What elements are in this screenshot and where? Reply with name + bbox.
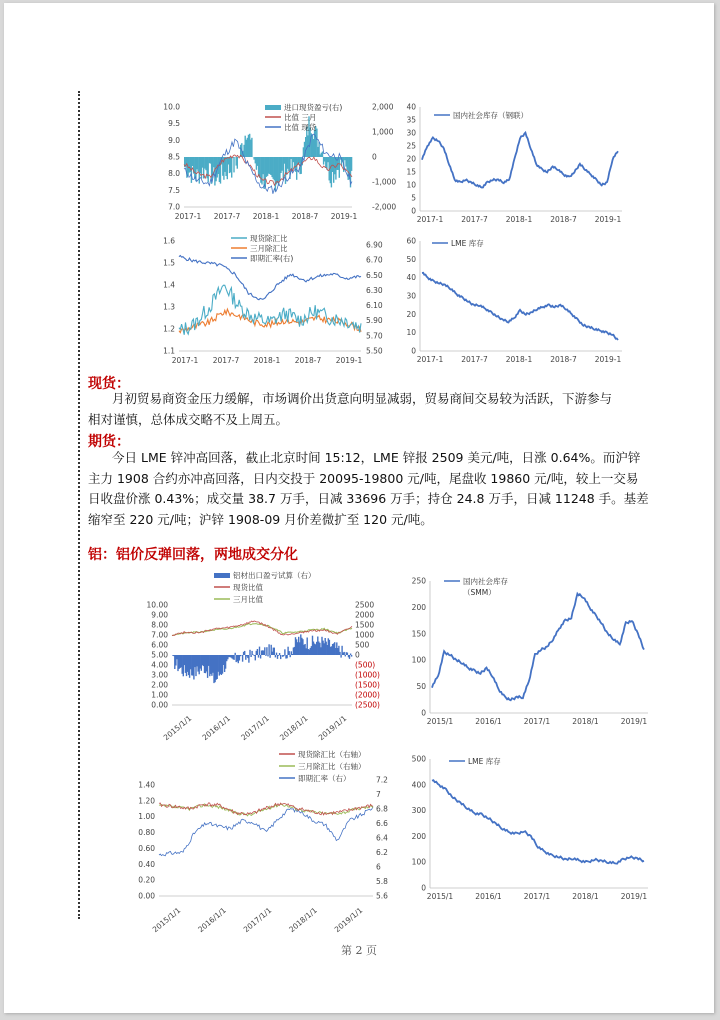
c6-ytick-4: 50 bbox=[416, 682, 426, 692]
c3-xtick-2: 2018-1 bbox=[253, 356, 281, 365]
c5-ytick-right-neg-0: (500) bbox=[355, 660, 376, 670]
c5-xtick-0: 2015/1/1 bbox=[161, 713, 194, 743]
c5-bar-76 bbox=[253, 655, 254, 656]
c5-bar-158 bbox=[339, 652, 340, 655]
c5-bar-163 bbox=[345, 655, 346, 656]
c5-bar-102 bbox=[280, 655, 281, 659]
c1-bar-97 bbox=[293, 157, 294, 162]
c1-ytick-right-0: 2,000 bbox=[372, 102, 394, 112]
c5-ytick-left-4: 6.00 bbox=[151, 640, 168, 650]
c5-bar-78 bbox=[255, 655, 256, 660]
c5-bar-83 bbox=[260, 655, 261, 659]
c1-ytick-left-4: 8.0 bbox=[168, 169, 180, 179]
c1-ytick-right-1: 1,000 bbox=[372, 127, 394, 137]
c5-legend-2-label: 三月比值 bbox=[233, 595, 263, 604]
c5-ytick-right-3: 1000 bbox=[355, 630, 375, 640]
c4-ytick-4: 20 bbox=[406, 309, 416, 319]
c7-xtick-1: 2016/1/1 bbox=[196, 905, 228, 935]
c5-bar-89 bbox=[266, 647, 267, 655]
margin-dotted-line bbox=[78, 91, 80, 919]
c5-bar-92 bbox=[269, 655, 270, 658]
c6-xtick-1: 2016/1 bbox=[475, 717, 502, 726]
c2-ytick-8: 0 bbox=[411, 206, 416, 216]
c7-xtick-3: 2018/1/1 bbox=[287, 905, 319, 935]
c1-bar-57 bbox=[248, 135, 249, 157]
c5-bar-72 bbox=[248, 655, 249, 663]
c3-ytick-right-4: 6.10 bbox=[366, 301, 383, 311]
chart-zinc-import-margin bbox=[149, 95, 397, 225]
c6-legend-0-label: 国内社会库存 bbox=[463, 577, 508, 586]
c3-ytick-left-3: 1.3 bbox=[163, 302, 175, 312]
c4-xtick-3: 2018-7 bbox=[550, 355, 577, 364]
c1-bar-62 bbox=[253, 157, 254, 160]
c5-bar-101 bbox=[279, 653, 280, 655]
c5-ytick-left-1: 9.00 bbox=[151, 610, 168, 620]
c8-xtick-4: 2019/1 bbox=[620, 892, 648, 901]
c1-bar-149 bbox=[351, 157, 352, 171]
c1-bar-138 bbox=[339, 157, 340, 178]
c4-ytick-6: 0 bbox=[411, 346, 416, 356]
c5-bar-82 bbox=[259, 647, 260, 655]
c2-legend-0-label: 国内社会库存（钢联） bbox=[453, 111, 528, 120]
c8-ytick-5: 0 bbox=[421, 883, 426, 893]
c1-xtick-0: 2017-1 bbox=[174, 212, 202, 221]
c1-xtick-1: 2017-7 bbox=[213, 212, 241, 221]
c7-series-3m bbox=[159, 804, 373, 816]
c4-series-line bbox=[422, 273, 618, 340]
c8-ytick-2: 300 bbox=[411, 806, 426, 816]
c5-bar-75 bbox=[251, 651, 252, 655]
c3-xtick-0: 2017-1 bbox=[171, 356, 199, 365]
c8-legend-0-label: LME 库存 bbox=[468, 757, 501, 766]
document-page bbox=[4, 3, 714, 1013]
c1-bar-44 bbox=[233, 157, 234, 172]
c2-xtick-1: 2017-7 bbox=[461, 215, 488, 224]
c1-xtick-3: 2018-7 bbox=[291, 212, 319, 221]
c1-bar-123 bbox=[322, 152, 323, 158]
c5-bar-74 bbox=[250, 655, 251, 657]
c3-xtick-1: 2017-7 bbox=[212, 356, 240, 365]
c3-xtick-4: 2019-1 bbox=[335, 356, 363, 365]
c4-xtick-2: 2018-1 bbox=[505, 355, 533, 364]
c5-ytick-left-8: 2.00 bbox=[151, 680, 168, 690]
c7-ytick-left-6: 0.20 bbox=[138, 875, 155, 885]
c7-ytick-right-1: 7 bbox=[376, 790, 381, 799]
c8-xtick-3: 2018/1 bbox=[572, 892, 599, 901]
c5-bar-98 bbox=[276, 653, 277, 655]
c5-legend-0-swatch bbox=[214, 573, 230, 578]
c7-ytick-right-5: 6.2 bbox=[376, 848, 388, 857]
c1-bar-47 bbox=[237, 157, 238, 169]
c5-ytick-right-4: 500 bbox=[355, 640, 370, 650]
c1-legend-1-label: 比值 三月 bbox=[284, 113, 317, 122]
c1-legend-0-label: 进口现货盈亏(右) bbox=[284, 103, 343, 112]
c1-bar-12 bbox=[197, 157, 198, 171]
c8-ytick-0: 500 bbox=[411, 754, 426, 764]
c7-ytick-left-5: 0.40 bbox=[138, 859, 155, 869]
c5-ytick-right-neg-3: (2000) bbox=[355, 690, 380, 700]
chart-alu-fx-ratio bbox=[129, 745, 391, 935]
c1-bar-77 bbox=[270, 157, 271, 175]
c3-ytick-right-6: 5.70 bbox=[366, 331, 383, 341]
c3-ytick-right-0: 6.90 bbox=[366, 240, 383, 250]
c7-ytick-left-3: 0.80 bbox=[138, 828, 155, 838]
c6-ytick-2: 150 bbox=[411, 629, 426, 639]
c1-bar-72 bbox=[265, 157, 266, 187]
chart-alu-domestic-stock bbox=[394, 565, 654, 737]
chart-alu-lme-stock bbox=[394, 745, 654, 909]
c5-bar-87 bbox=[264, 647, 265, 655]
c5-bar-58 bbox=[233, 655, 234, 660]
c6-ytick-3: 100 bbox=[411, 655, 426, 665]
c7-ytick-right-2: 6.8 bbox=[376, 804, 388, 814]
spot-line-2: 相对谨慎，总体成交略不及上周五。 bbox=[88, 411, 289, 427]
c5-bar-80 bbox=[257, 649, 258, 655]
c7-legend-0-label: 现货除汇比（右轴） bbox=[298, 750, 366, 759]
c7-ytick-left-4: 0.60 bbox=[138, 843, 155, 853]
c6-ytick-5: 0 bbox=[421, 708, 426, 718]
c6-series-line bbox=[432, 594, 644, 701]
c2-xtick-0: 2017-1 bbox=[416, 215, 444, 224]
c5-ytick-left-0: 10.00 bbox=[146, 600, 168, 610]
c5-bar-110 bbox=[289, 651, 290, 655]
c7-ytick-right-3: 6.6 bbox=[376, 819, 388, 828]
c8-xtick-0: 2015/1 bbox=[426, 892, 454, 901]
aluminum-title: 铝：铝价反弹回落，两地成交分化 bbox=[88, 547, 298, 563]
futures-line-4: 缩窄至 220 元/吨；沪锌 1908-09 月价差微扩至 120 元/吨。 bbox=[88, 511, 433, 527]
c6-xtick-4: 2019/1 bbox=[620, 717, 648, 726]
c6-xtick-2: 2017/1 bbox=[523, 717, 551, 726]
c4-ytick-0: 60 bbox=[406, 236, 416, 246]
c3-ytick-left-1: 1.5 bbox=[163, 258, 175, 268]
c5-bar-100 bbox=[278, 655, 279, 656]
c5-ytick-right-neg-2: (1500) bbox=[355, 680, 380, 690]
c7-ytick-right-7: 5.8 bbox=[376, 877, 388, 886]
chart-zinc-lme-stock bbox=[396, 231, 628, 371]
chart-zinc-domestic-stock bbox=[396, 95, 628, 230]
c5-xtick-1: 2016/1/1 bbox=[200, 713, 233, 743]
c7-xtick-4: 2019/1/1 bbox=[332, 905, 365, 935]
c7-ytick-left-2: 1.00 bbox=[138, 812, 155, 822]
c2-ytick-4: 20 bbox=[406, 154, 416, 164]
futures-line-3: 日收盘价涨 0.43%；成交量 38.7 万手，日减 33696 万手；持仓 24.8 万手，日减 11248 手。基差 bbox=[88, 491, 649, 506]
c5-ytick-right-neg-4: (2500) bbox=[355, 700, 380, 710]
c3-legend-0-label: 现货除汇比 bbox=[250, 234, 288, 243]
c2-xtick-3: 2018-7 bbox=[550, 215, 577, 224]
c5-ytick-right-2: 1500 bbox=[355, 620, 375, 630]
c5-xtick-2: 2017/1/1 bbox=[239, 713, 271, 743]
c4-legend-0-label: LME 库存 bbox=[451, 239, 484, 248]
c5-legend-0-label: 铝材出口盈亏试算（右） bbox=[233, 571, 316, 580]
c4-ytick-1: 50 bbox=[406, 254, 416, 264]
futures-line-2: 主力 1908 合约亦冲高回落，日内交投于 20095-19800 元/吨，尾盘收 19860 元/吨，较上一交易 bbox=[88, 470, 639, 486]
c2-xtick-2: 2018-1 bbox=[505, 215, 533, 224]
c3-ytick-right-1: 6.70 bbox=[366, 255, 383, 265]
c5-ytick-left-5: 5.00 bbox=[151, 650, 168, 660]
chart-alu-export-margin bbox=[142, 565, 388, 743]
spot-title: 现货： bbox=[88, 376, 130, 392]
c5-xtick-4: 2019/1/1 bbox=[316, 713, 349, 743]
c5-bar-159 bbox=[340, 655, 341, 658]
c4-ytick-2: 40 bbox=[406, 273, 416, 283]
c5-bar-105 bbox=[283, 655, 284, 656]
c5-bar-96 bbox=[274, 648, 275, 655]
c1-bar-37 bbox=[225, 157, 226, 176]
c1-bar-92 bbox=[287, 157, 288, 169]
c4-xtick-4: 2019-1 bbox=[594, 355, 622, 364]
c5-xtick-3: 2018/1/1 bbox=[277, 713, 310, 743]
c7-ytick-right-4: 6.4 bbox=[376, 833, 388, 843]
c5-bar-111 bbox=[290, 655, 291, 657]
c2-ytick-5: 15 bbox=[406, 167, 416, 177]
c1-xtick-4: 2019-1 bbox=[330, 212, 358, 221]
c5-bar-91 bbox=[268, 644, 269, 655]
c3-legend-1-label: 三月除汇比 bbox=[250, 244, 288, 253]
c2-ytick-3: 25 bbox=[406, 141, 416, 151]
c5-bar-97 bbox=[275, 655, 276, 657]
c5-ytick-left-10: 0.00 bbox=[151, 700, 168, 710]
c2-ytick-2: 30 bbox=[406, 128, 416, 138]
c1-ytick-left-5: 7.5 bbox=[168, 185, 180, 195]
c3-ytick-left-0: 1.6 bbox=[163, 236, 175, 246]
c5-ytick-right-neg-1: (1000) bbox=[355, 670, 380, 680]
c5-legend-1-label: 现货比值 bbox=[233, 583, 263, 592]
c8-series-line bbox=[432, 780, 644, 864]
c2-ytick-0: 40 bbox=[406, 102, 416, 112]
c1-ytick-right-2: 0 bbox=[372, 152, 377, 162]
c3-ytick-right-5: 5.90 bbox=[366, 316, 383, 326]
c5-bar-167 bbox=[349, 655, 350, 659]
c1-ytick-right-3: -1,000 bbox=[372, 177, 397, 187]
c4-xtick-1: 2017-7 bbox=[461, 355, 488, 364]
c1-legend-0-swatch bbox=[265, 105, 281, 110]
c1-ytick-left-1: 9.5 bbox=[168, 119, 180, 129]
c7-ytick-left-1: 1.20 bbox=[138, 796, 155, 806]
c1-bar-7 bbox=[192, 157, 193, 166]
c1-ytick-left-2: 9.0 bbox=[168, 135, 180, 145]
c5-ytick-left-2: 8.00 bbox=[151, 620, 168, 630]
c5-bar-66 bbox=[242, 655, 243, 662]
c5-ytick-right-5: 0 bbox=[355, 650, 360, 660]
c3-legend-2-label: 即期汇率(右) bbox=[250, 254, 294, 263]
c8-xtick-1: 2016/1 bbox=[475, 892, 502, 901]
c5-bar-108 bbox=[286, 655, 287, 658]
c1-bar-82 bbox=[276, 157, 277, 184]
c7-ytick-right-6: 6 bbox=[376, 862, 381, 872]
chart-zinc-fx-ratio bbox=[149, 231, 394, 369]
c1-bar-122 bbox=[321, 153, 322, 157]
c3-ytick-right-7: 5.50 bbox=[366, 346, 383, 356]
c1-bar-42 bbox=[231, 157, 232, 178]
c8-ytick-1: 400 bbox=[411, 780, 426, 790]
c1-xtick-2: 2018-1 bbox=[252, 212, 280, 221]
c7-ytick-left-0: 1.40 bbox=[138, 780, 155, 790]
c1-ytick-left-3: 8.5 bbox=[168, 152, 180, 162]
c2-ytick-6: 10 bbox=[406, 180, 416, 190]
c3-ytick-left-5: 1.1 bbox=[163, 346, 175, 356]
c1-ytick-left-0: 10.0 bbox=[163, 102, 180, 112]
c7-xtick-2: 2017/1/1 bbox=[241, 905, 274, 935]
c1-bar-87 bbox=[281, 157, 282, 171]
c7-ytick-left-7: 0.00 bbox=[138, 891, 155, 901]
c5-bar-73 bbox=[249, 650, 250, 655]
c5-bar-168 bbox=[350, 654, 351, 656]
c5-ytick-left-3: 7.00 bbox=[151, 630, 168, 640]
c2-ytick-1: 35 bbox=[406, 115, 416, 125]
c5-ytick-left-6: 4.00 bbox=[151, 660, 168, 670]
spot-paragraph bbox=[88, 389, 690, 430]
c3-xtick-3: 2018-7 bbox=[294, 356, 322, 365]
c7-xtick-0: 2015/1/1 bbox=[150, 905, 183, 935]
c5-bar-59 bbox=[235, 653, 236, 655]
c5-bar-90 bbox=[267, 655, 268, 656]
futures-paragraph bbox=[88, 448, 690, 530]
c1-legend-2-label: 比值 现货 bbox=[284, 123, 317, 132]
c6-xtick-0: 2015/1 bbox=[426, 717, 454, 726]
c1-bar-22 bbox=[209, 157, 210, 163]
c5-bar-81 bbox=[258, 655, 259, 658]
c6-ytick-1: 200 bbox=[411, 602, 426, 612]
c1-ytick-left-6: 7.0 bbox=[168, 202, 180, 212]
c2-xtick-4: 2019-1 bbox=[594, 215, 622, 224]
c4-ytick-3: 30 bbox=[406, 291, 416, 301]
futures-title: 期货： bbox=[88, 434, 130, 450]
c3-ytick-right-3: 6.30 bbox=[366, 285, 383, 295]
c5-ytick-right-0: 2500 bbox=[355, 600, 375, 610]
c8-xtick-2: 2017/1 bbox=[523, 892, 551, 901]
c5-ytick-right-1: 2000 bbox=[355, 610, 375, 620]
c1-bar-132 bbox=[332, 157, 333, 172]
c3-ytick-left-4: 1.2 bbox=[163, 324, 175, 334]
c5-bar-165 bbox=[347, 653, 348, 656]
c5-bar-106 bbox=[284, 649, 285, 655]
c3-ytick-right-2: 6.50 bbox=[366, 270, 383, 280]
c8-ytick-3: 200 bbox=[411, 831, 426, 841]
c5-bar-88 bbox=[265, 655, 266, 656]
c6-legend-1: （SMM） bbox=[463, 588, 496, 597]
spot-line-1: 月初贸易商资金压力缓解，市场调价出货意向明显减弱，贸易商间交易较为活跃，下游参与 bbox=[112, 391, 613, 406]
c2-ytick-7: 5 bbox=[411, 193, 416, 203]
c8-ytick-4: 100 bbox=[411, 857, 426, 867]
c1-bar-60 bbox=[251, 138, 252, 157]
page-number: 第 2 页 bbox=[341, 944, 377, 957]
c5-bar-169 bbox=[351, 655, 352, 657]
c5-bar-162 bbox=[344, 652, 345, 655]
c7-legend-1-label: 三月除汇比（右轴） bbox=[298, 762, 366, 771]
c7-ytick-right-8: 5.6 bbox=[376, 891, 388, 901]
c6-xtick-3: 2018/1 bbox=[572, 717, 599, 726]
c5-ytick-left-9: 1.00 bbox=[151, 690, 168, 700]
futures-line-1: 今日 LME 锌冲高回落，截止北京时间 15:12，LME 锌报 2509 美元/吨，日涨 0.64%。而沪锌 bbox=[112, 450, 641, 465]
c6-ytick-0: 250 bbox=[411, 576, 426, 586]
c5-bar-68 bbox=[244, 651, 245, 655]
c4-ytick-5: 10 bbox=[406, 328, 416, 338]
c1-ytick-right-4: -2,000 bbox=[372, 202, 397, 212]
c7-legend-2-label: 即期汇率（右） bbox=[298, 774, 351, 783]
c2-series-line bbox=[422, 133, 618, 188]
c3-ytick-left-2: 1.4 bbox=[163, 280, 175, 290]
c7-ytick-right-0: 7.2 bbox=[376, 775, 388, 785]
c4-xtick-0: 2017-1 bbox=[416, 355, 444, 364]
c5-series-spot bbox=[172, 621, 352, 635]
c5-ytick-left-7: 3.00 bbox=[151, 670, 168, 680]
